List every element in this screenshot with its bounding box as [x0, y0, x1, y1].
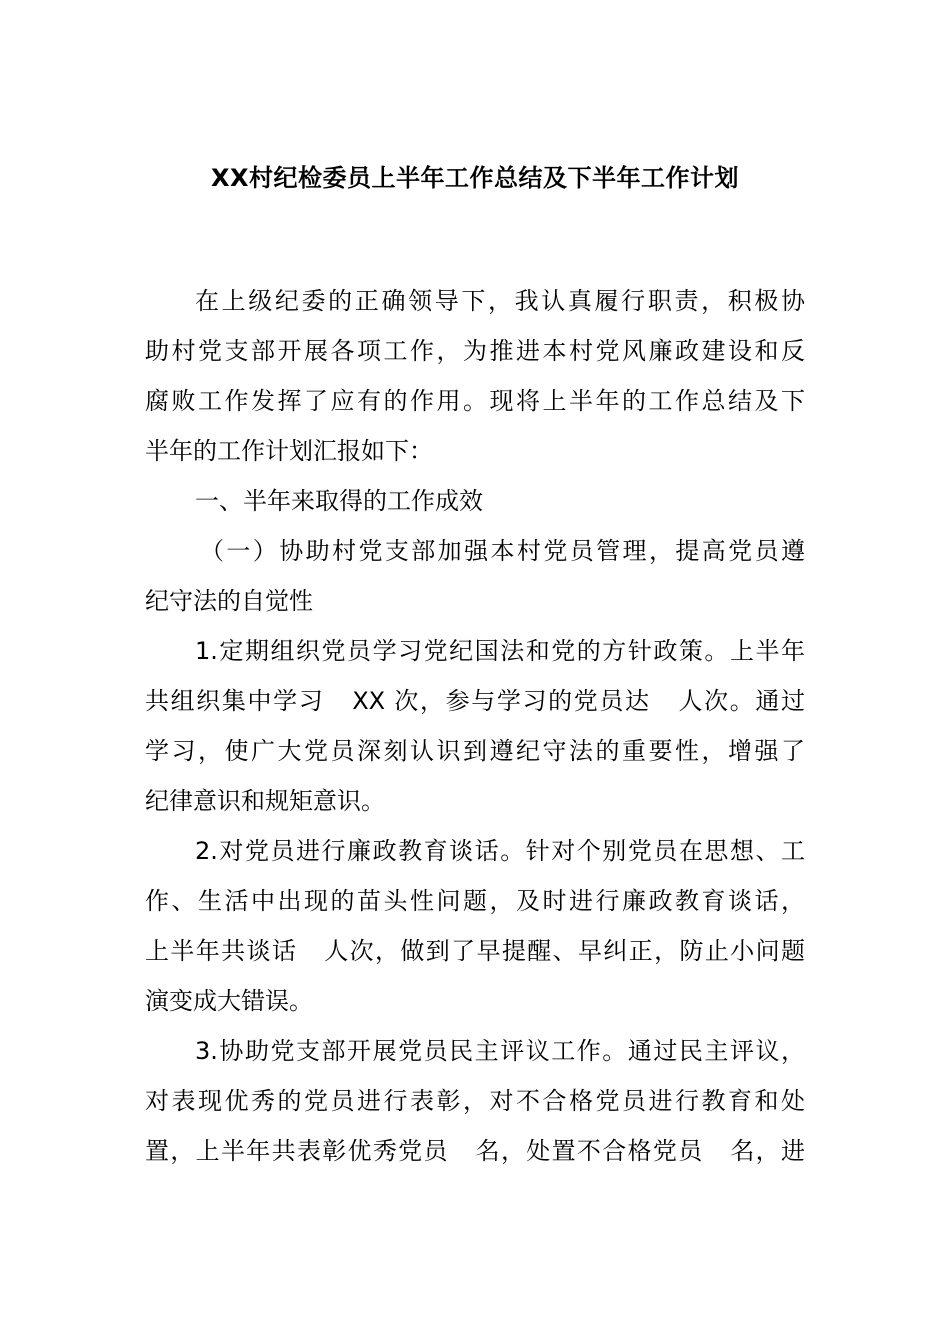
paragraph-line: 作、生活中出现的苗头性问题，及时进行廉政教育谈话， [145, 887, 805, 915]
subsection-heading: （一）协助村党支部加强本村党员管理，提高党员遵 [200, 537, 805, 565]
document-title: XX村纪检委员上半年工作总结及下半年工作计划 [210, 164, 739, 192]
paragraph-line: 纪律意识和规矩意识。 [145, 787, 385, 815]
subsection-heading: 纪守法的自觉性 [145, 587, 313, 615]
paragraph-line: 置，上半年共表彰优秀党员 名，处置不合格党员 名，进 [145, 1137, 805, 1165]
paragraph-line: 3.协助党支部开展党员民主评议工作。通过民主评议， [195, 1037, 805, 1065]
section-heading: 一、半年来取得的工作成效 [195, 487, 483, 515]
paragraph-line: 助村党支部开展各项工作，为推进本村党风廉政建设和反 [145, 337, 805, 365]
paragraph-line: 上半年共谈话 人次，做到了早提醒、早纠正，防止小问题 [145, 937, 805, 965]
paragraph-line: 对表现优秀的党员进行表彰，对不合格党员进行教育和处 [145, 1087, 805, 1115]
paragraph-line: 2.对党员进行廉政教育谈话。针对个别党员在思想、工 [195, 837, 805, 865]
paragraph-line: 在上级纪委的正确领导下，我认真履行职责，积极协 [195, 287, 805, 315]
paragraph-line: 1.定期组织党员学习党纪国法和党的方针政策。上半年 [195, 637, 805, 665]
paragraph-line: 共组织集中学习 XX 次，参与学习的党员达 人次。通过 [145, 687, 805, 715]
paragraph-line: 学习，使广大党员深刻认识到遵纪守法的重要性，增强了 [145, 737, 805, 765]
paragraph-line: 半年的工作计划汇报如下： [145, 437, 433, 465]
paragraph-line: 腐败工作发挥了应有的作用。现将上半年的工作总结及下 [145, 387, 805, 415]
paragraph-line: 演变成大错误。 [145, 987, 313, 1015]
